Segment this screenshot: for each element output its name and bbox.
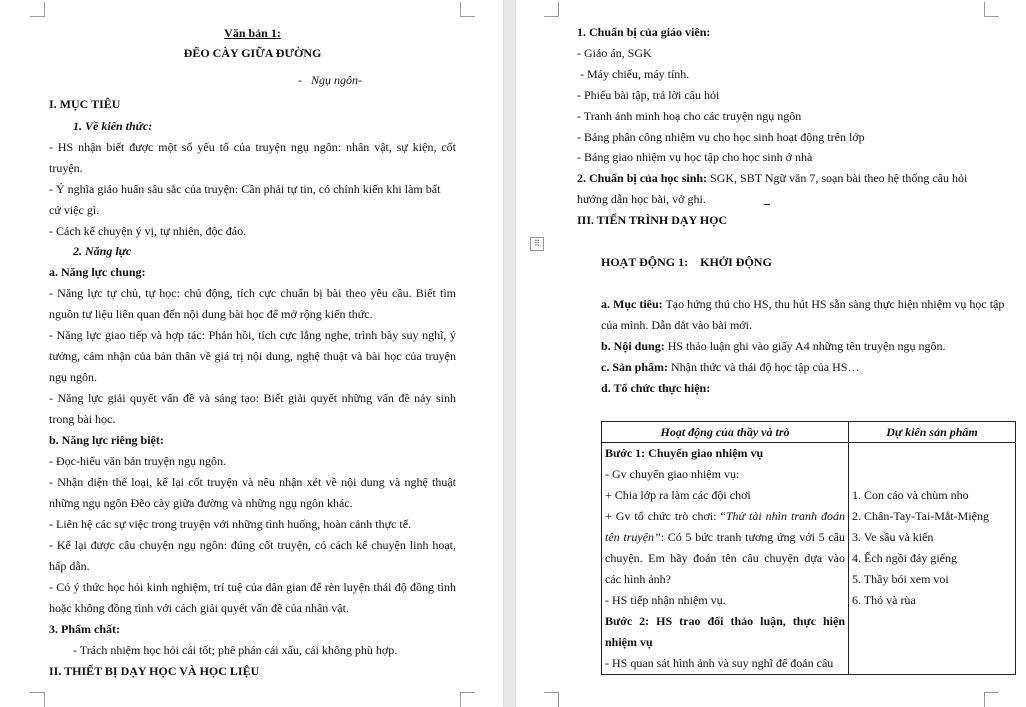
activity-1-heading: HOẠT ĐỘNG 1: KHỞI ĐỘNG [601, 255, 772, 269]
crop-mark-top-right [460, 2, 475, 17]
activity-line-1: - Gv chuyển giao nhiệm vụ: [605, 467, 740, 481]
cursor-mark [764, 204, 770, 205]
section-equipment: II. THIẾT BỊ DẠY HỌC VÀ HỌC LIỆU [49, 664, 260, 678]
specific-5a: - Có ý thức học hỏi kinh nghiệm, trí tuệ của dân gian để rèn luyện thái độ đồng tình [49, 580, 456, 594]
specific-3: - Liên hệ các sự việc trong truyện với những tình huống, hoàn cảnh thực tế. [49, 517, 412, 531]
teacher-prep-1: - Giáo án, SGK [577, 46, 652, 60]
activity-line-2: + Chia lớp ra làm các đội chơi [605, 488, 751, 502]
section-objectives: I. MỤC TIÊU [49, 97, 121, 111]
teacher-prep-3: - Phiếu bài tập, trả lời câu hỏi [577, 88, 720, 102]
table-row [602, 443, 1016, 675]
product-item: 6. Thỏ và rùa [852, 593, 916, 607]
competence-2b: tưởng, cảm nhận của bản thân về giá trị nội dung, nghệ thuật và bài học của truyện [49, 349, 456, 363]
knowledge-1a: - HS nhận biết được một số yếu tố của truyện ngụ ngôn: nhân vật, sự kiện, cốt [49, 140, 456, 154]
table-header-activities: Hoạt động của thầy và trò [602, 422, 849, 443]
specific-4a: - Kể lại được câu chuyện ngụ ngôn: đúng cốt truyện, có cách kể chuyện linh hoạt, [49, 538, 456, 552]
activity-line-4: tên truyện”: Có 5 bức tranh tương ứng với 5 câu [605, 530, 845, 544]
student-prep-line-2: hướng dẫn học bài, vở ghi. [577, 192, 706, 206]
knowledge-2a: - Ý nghĩa giáo huấn sâu sắc của truyện: Cần phải tự tin, có chính kiến khi làm bất [49, 182, 441, 196]
specific-5b: hoặc không đồng tình với cách giải quyết vấn đề của nhân vật. [49, 601, 349, 615]
activity-line-7: - HS tiếp nhận nhiệm vụ. [605, 593, 726, 607]
table-move-handle-icon[interactable]: ⠿ [530, 237, 544, 251]
crop-mark-bottom-left [30, 692, 45, 707]
subsection-competence: 2. Năng lực [73, 244, 132, 258]
organization-heading: d. Tổ chức thực hiện: [601, 381, 711, 395]
step-2-heading-cont: nhiệm vụ [605, 635, 653, 649]
crop-mark-top-left [544, 2, 559, 17]
doc-label: Văn bản 1: [224, 26, 281, 40]
left-page [0, 0, 503, 707]
teacher-prep-2: - Máy chiếu, máy tính. [577, 67, 690, 81]
activity-line-3: + Gv tổ chức trò chơi: “Thử tài nhìn tranh đoán [605, 509, 845, 523]
competence-1b: nguồn tư liệu liên quan đến nội dung bài học để mở rộng kiến thức. [49, 307, 373, 321]
qualities-heading: 3. Phẩm chất: [49, 622, 120, 636]
activity-line-5: chuyện. Em hãy đoán tên câu chuyện dựa vào [605, 551, 845, 565]
goal-line-2: của mình. Dẫn dắt vào bài mới. [601, 318, 752, 332]
general-competence-heading: a. Năng lực chung: [49, 265, 146, 279]
competence-2c: ngụ ngôn. [49, 370, 97, 384]
teacher-prep-5: - Bảng phân công nhiệm vụ cho học sinh hoạt động trên lớp [577, 130, 865, 144]
step-2-heading: Bước 2: HS trao đổi thảo luận, thực hiện [605, 614, 845, 628]
right-page [516, 0, 1026, 707]
goal-line: a. Mục tiêu: Tạo hứng thú cho HS, thu hút HS sẵn sàng thực hiện nhiệm vụ học tập [601, 297, 1005, 311]
teacher-prep-6: - Bảng giao nhiệm vụ học tập cho học sinh ở nhà [577, 150, 813, 164]
crop-mark-bottom-right [460, 692, 475, 707]
product-item: 3. Ve sầu và kiến [852, 530, 934, 544]
crop-mark-top-right [984, 2, 999, 17]
subsection-knowledge: 1. Về kiến thức: [73, 119, 153, 133]
product-item: 4. Ếch ngồi đáy giếng [852, 551, 957, 565]
crop-mark-bottom-left [544, 692, 559, 707]
knowledge-3: - Cách kể chuyện ý vị, tự nhiên, độc đáo. [49, 224, 247, 238]
specific-2b: những ngụ ngôn Đẽo cày giữa đường và những ngụ ngôn khác. [49, 496, 353, 510]
specific-4b: hấp dẫn. [49, 559, 90, 573]
content-line: b. Nội dung: HS thảo luận ghi vào giấy A4 những tên truyện ngụ ngôn. [601, 339, 946, 353]
specific-1: - Đọc-hiểu văn bản truyện ngụ ngôn. [49, 454, 226, 468]
product-item: 2. Chân-Tay-Tai-Mắt-Miệng [852, 509, 989, 523]
activity-line-8: - HS quan sát hình ảnh và suy nghĩ để đoán câu [605, 656, 834, 670]
doc-title: ĐẼO CÀY GIỮA ĐƯỜNG [183, 46, 322, 60]
teacher-prep-heading: 1. Chuẩn bị của giáo viên: [577, 25, 711, 39]
products-cell [849, 443, 1016, 675]
knowledge-2b: cứ việc gì. [49, 203, 100, 217]
activity-table [601, 421, 1016, 675]
product-item: 1. Con cáo và chùm nho [852, 488, 969, 502]
crop-mark-bottom-right [984, 692, 999, 707]
competence-3a: - Năng lực giải quyết vấn đề và sáng tạo: Biết giải quyết những vấn đề nảy sinh [49, 391, 456, 405]
crop-mark-top-left [30, 2, 45, 17]
competence-3b: trong bài học. [49, 412, 116, 426]
table-header-products: Dự kiến sản phẩm [849, 422, 1016, 443]
knowledge-1b: truyện. [49, 161, 83, 175]
product-line: c. Sản phẩm: Nhận thức và thái độ học tập của HS… [601, 360, 860, 374]
competence-2a: - Năng lực giao tiếp và hợp tác: Phản hồi, tích cực lắng nghe, trình bày suy nghĩ, ý [49, 328, 456, 342]
specific-competence-heading: b. Năng lực riêng biệt: [49, 433, 164, 447]
products-spacer [852, 443, 1012, 464]
table-header-row [602, 422, 1016, 443]
step-1-heading: Bước 1: Chuyển giao nhiệm vụ [605, 446, 764, 460]
section-teaching-process: III. TIẾN TRÌNH DẠY HỌC [577, 213, 728, 227]
products-spacer [852, 464, 1012, 485]
genre-line: - Ngụ ngôn- [298, 73, 362, 87]
activity-line-6: các hình ảnh? [605, 572, 671, 586]
competence-1a: - Năng lực tự chủ, tự học: chủ động, tích cực chuẩn bị bài theo yêu cầu. Biết tìm [49, 286, 456, 300]
product-item: 5. Thầy bói xem voi [852, 572, 949, 586]
activities-cell [602, 443, 849, 675]
specific-2a: - Nhận diện thể loại, kể lại cốt truyện và nêu nhận xét về nội dung và nghệ thuật [49, 475, 456, 489]
student-prep-line: 2. Chuẩn bị của học sinh: SGK, SBT Ngữ văn 7, soạn bài theo hệ thống câu hỏi [577, 171, 968, 185]
quality-1: - Trách nhiệm học hỏi cái tốt; phê phán cái xấu, cái không phù hợp. [73, 643, 398, 657]
teacher-prep-4: - Tranh ảnh minh hoạ cho các truyện ngụ ngôn [577, 109, 802, 123]
